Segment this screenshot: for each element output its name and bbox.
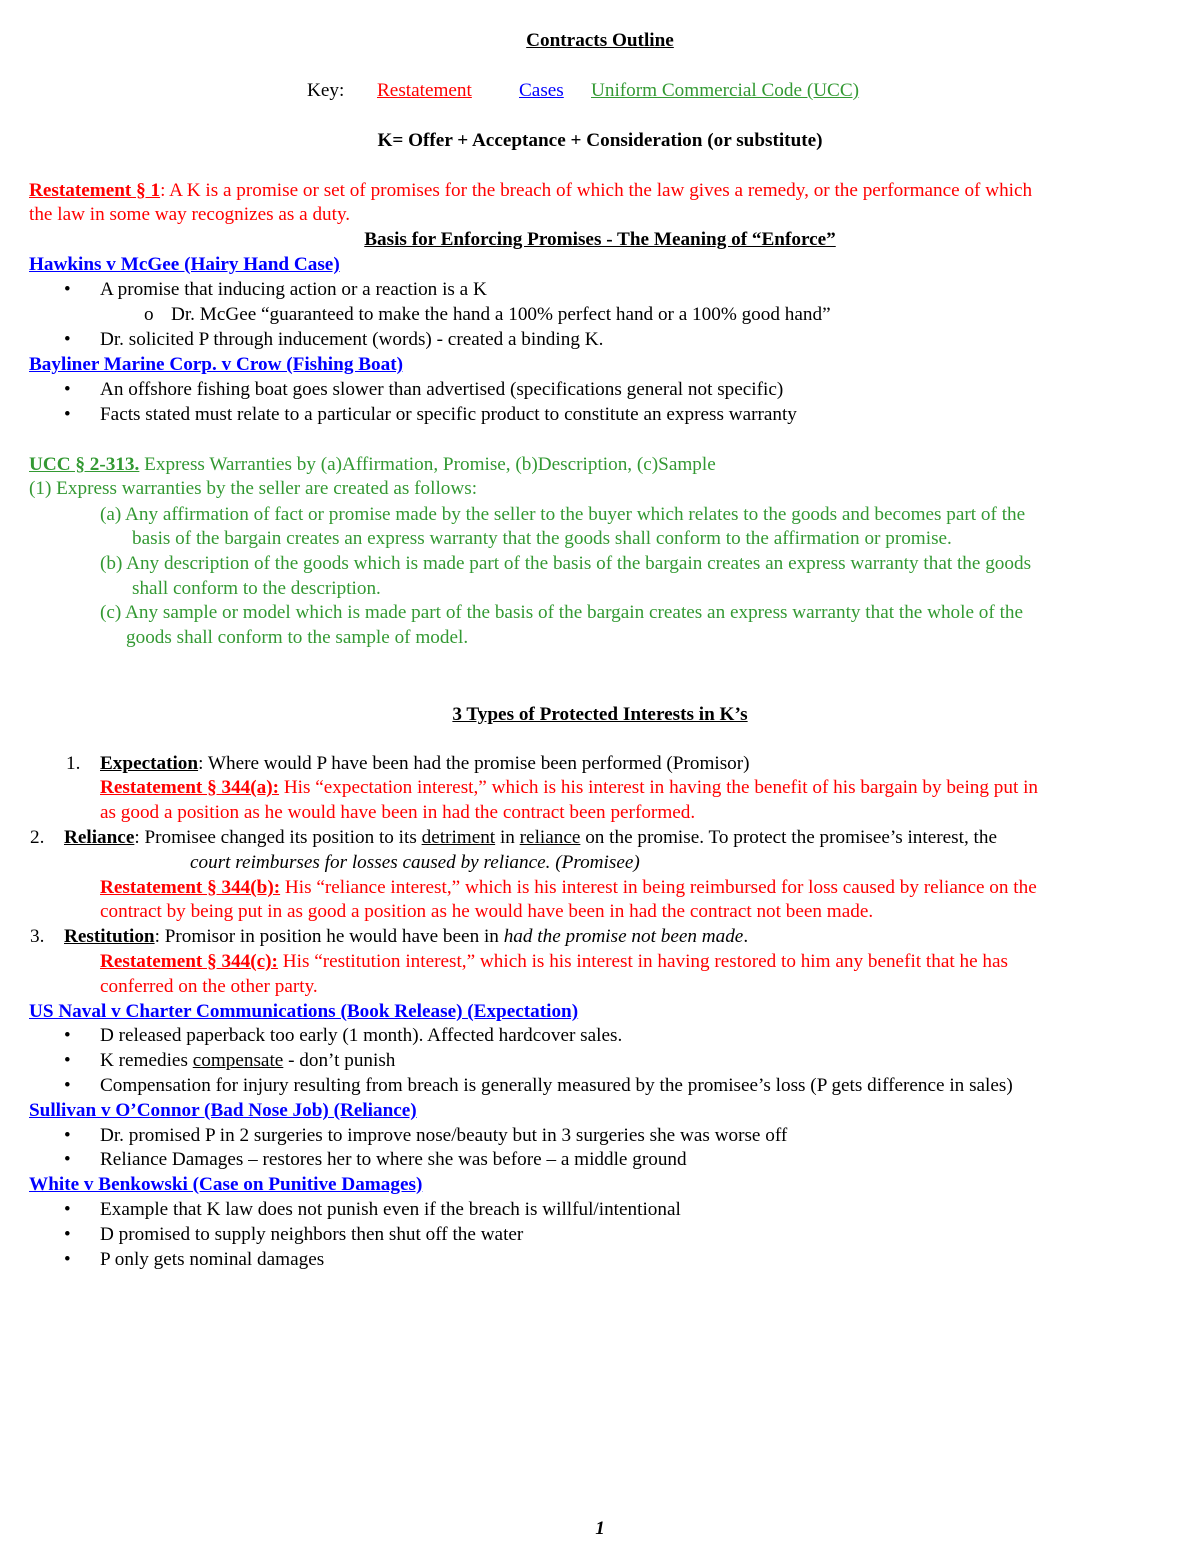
restatement-344b [100,876,1160,901]
ucc-item-b: (b) Any description of the goods which is made part of the basis of the bargain creates an express warranty that the goods [100,553,1032,574]
key-label: Key: [307,80,345,101]
ucc-item-c: (c) Any sample or model which is made part of the basis of the bargain creates an express warranty that the whole of the [100,602,1024,623]
key-ucc: Uniform Commercial Code (UCC) [591,80,860,101]
list-item: • Facts stated must relate to a particular or specific product to constitute an express warranty [100,403,1160,428]
interest-reliance [30,826,1160,851]
reliance-text: in [495,827,520,848]
restatement-344b-cont: contract by being put in as good a position as he would have been in had the contract not been made. [100,901,874,922]
restatement-1-continued: the law in some way recognizes as a duty. [29,204,351,225]
list-number: 1. [66,753,81,774]
list-number: 3. [30,926,45,947]
restatement-344c-cont: conferred on the other party. [100,976,318,997]
restatement-344c-text: His “restitution interest,” which is his interest in having restored to him any benefit that he has [277,951,1008,972]
list-item: • An offshore fishing boat goes slower than advertised (specifications general not specific) [100,378,1160,403]
list-item: • Example that K law does not punish even if the breach is willful/intentional [100,1198,1160,1223]
ucc-heading-text: Express Warranties by (a)Affirmation, Promise, (b)Description, (c)Sample [139,454,716,475]
reliance-text: on the promise. To protect the promisee’s interest, the [580,827,997,848]
restatement-344a-text: His “expectation interest,” which is his interest in having the benefit of his bargain by being put in [279,777,1039,798]
ucc-item-a-cont: basis of the bargain creates an express warranty that the goods shall conform to the affirmation or promise. [132,528,952,549]
list-item: • D promised to supply neighbors then shut off the water [100,1223,1160,1248]
restitution-text: : Promisor in position he would have been in [154,926,504,947]
ucc-item-c-cont: goods shall conform to the sample of model. [126,627,469,648]
contract-formula: K= Offer + Acceptance + Consideration (or substitute) [377,130,823,151]
restatement-344a-label: Restatement § 344(a): [100,777,280,798]
ucc-paragraph-1: (1) Express warranties by the seller are created as follows: [29,478,478,499]
restatement-344c [100,950,1160,975]
restatement-1-text: : A K is a promise or set of promises for the breach of which the law gives a remedy, or the performance of which [160,180,1033,201]
ucc-label: UCC § 2-313. [29,454,140,475]
case-title-bayliner: Bayliner Marine Corp. v Crow (Fishing Boat) [29,354,403,375]
list-item: • Compensation for injury resulting from breach is generally measured by the promisee’s loss (P gets difference in sales) [100,1074,1160,1099]
restatement-344b-text: His “reliance interest,” which is his interest in being reimbursed for loss caused by reliance on the [280,877,1037,898]
reliance-word: reliance [519,827,581,848]
list-item: • Reliance Damages – restores her to where she was before – a middle ground [100,1148,1160,1173]
restitution-text: . [743,926,749,947]
reliance-label: Reliance [64,827,135,848]
list-item: • P only gets nominal damages [100,1248,1160,1273]
case-title-white: White v Benkowski (Case on Punitive Damages) [29,1174,423,1195]
list-item-sub: o Dr. McGee “guaranteed to make the hand a 100% perfect hand or a 100% good hand” [171,303,1160,328]
restitution-italic: had the promise not been made [503,926,744,947]
list-number: 2. [30,827,45,848]
case-title-hawkins: Hawkins v McGee (Hairy Hand Case) [29,254,340,275]
list-item: • Dr. solicited P through inducement (words) - created a binding K. [100,328,1160,353]
list-item: • Dr. promised P in 2 surgeries to improve nose/beauty but in 3 surgeries she was worse off [100,1124,1160,1149]
ucc-item-a: (a) Any affirmation of fact or promise made by the seller to the buyer which relates to the goods and becomes part of the [100,504,1026,525]
restatement-1 [29,179,1160,204]
list-item: • D released paperback too early (1 month). Affected hardcover sales. [100,1024,1160,1049]
ucc-item-b-cont: shall conform to the description. [132,578,381,599]
interest-expectation [66,752,1160,777]
restitution-label: Restitution [64,926,155,947]
list-item-text: - don’t punish [283,1050,396,1071]
reliance-detriment: detriment [421,827,496,848]
case-title-sullivan: Sullivan v O’Connor (Bad Nose Job) (Reliance) [29,1100,417,1121]
key-cases: Cases [519,80,564,101]
restatement-344b-label: Restatement § 344(b): [100,877,281,898]
key-restatement: Restatement [377,80,472,101]
section-heading-enforcing: Basis for Enforcing Promises - The Meaning of “Enforce” [364,229,836,250]
page-number: 1 [595,1518,605,1539]
list-item-text: K remedies [100,1050,193,1071]
expectation-label: Expectation [100,753,199,774]
interest-restitution [30,925,1160,950]
reliance-text: : Promisee changed its position to its [134,827,422,848]
expectation-text: : Where would P have been had the promise been performed (Promisor) [198,753,750,774]
restatement-344a [100,776,1160,801]
document-title: Contracts Outline [526,30,674,51]
restatement-344c-label: Restatement § 344(c): [100,951,278,972]
restatement-344a-cont: as good a position as he would have been in had the contract been performed. [100,802,696,823]
restatement-1-label: Restatement § 1 [29,180,161,201]
ucc-heading [29,453,1160,478]
reliance-text-cont: court reimburses for losses caused by reliance. (Promisee) [190,852,640,873]
list-item-underlined: compensate [192,1050,284,1071]
list-item: • A promise that inducing action or a reaction is a K [100,278,1160,303]
section-heading-interests: 3 Types of Protected Interests in K’s [452,704,748,725]
list-item [100,1049,1160,1074]
case-title-us-naval: US Naval v Charter Communications (Book Release) (Expectation) [29,1001,579,1022]
